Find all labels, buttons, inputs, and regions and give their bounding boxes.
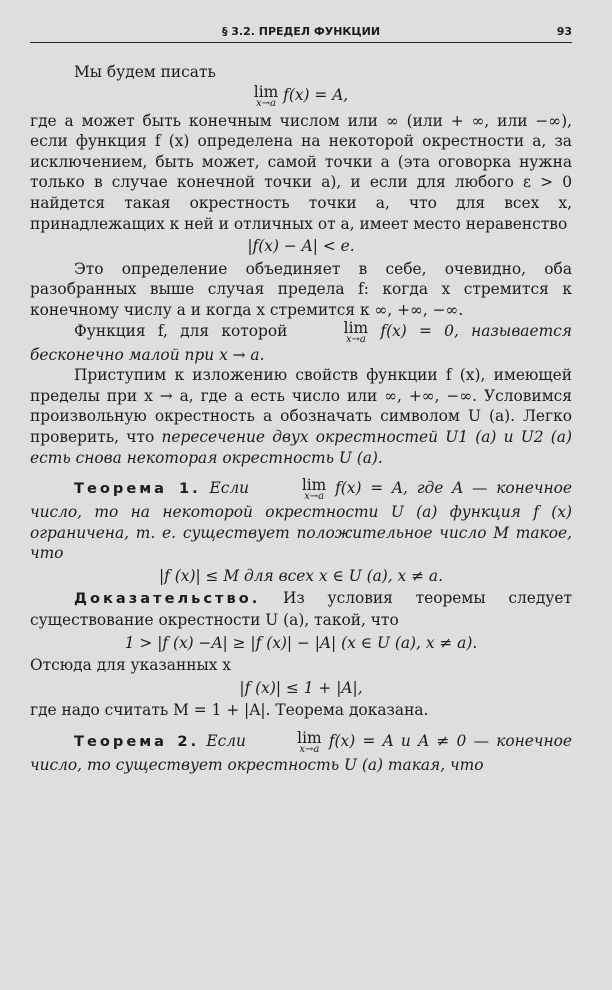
paragraph-intro: Мы будем писать bbox=[74, 63, 216, 81]
theorem-1: Теорема 1. Если lim x→a f(x) = A, где A — конечное число, то на некоторой окрестности U (a) функция f (x) ограничена, т. е. существует положительное число M такое, что bbox=[30, 476, 573, 563]
paragraph-infinitesimal: Функция f, для которой lim x→a f(x) = 0, называется бесконечно малой при x → a. bbox=[30, 318, 572, 364]
page-body bbox=[30, 62, 572, 776]
page-number: 93 bbox=[556, 25, 572, 38]
proof: Доказательство. Из условия теоремы следует существование окрестности U (a), такой, что bbox=[30, 589, 572, 630]
formula-inequality: |f(x) − A| < e. bbox=[247, 237, 355, 256]
running-header bbox=[30, 22, 572, 43]
theorem-2: Теорема 2. Если lim x→a f(x) = A и A ≠ 0 — конечное число, то существует окрестность U (a) такая, что bbox=[30, 729, 572, 775]
paragraph-hence: Отсюда для указанных x bbox=[30, 656, 231, 675]
formula-limit-definition: lim x→a f(x) = A, bbox=[253, 82, 349, 109]
paragraph-definition: где a может быть конечным числом или ∞ (или + ∞, или −∞), если функция f (x) определена на некоторой окрестности a, за исключением, быть может, самой точки a (эта оговорка нужна только в случае конечной точки a), и если для любого ε > 0 найдется такая окрестность точки a, что для всех x, принадлежащих к ней и отличных от a, имеет место неравенство bbox=[30, 111, 572, 233]
limit-operator: lim x→a bbox=[343, 318, 369, 345]
formula-bound: |f (x)| ≤ M для всех x ∈ U (a), x ≠ a. bbox=[159, 566, 443, 585]
formula-bound-result: |f (x)| ≤ 1 + |A|, bbox=[239, 678, 363, 697]
section-title: § 3.2. ПРЕДЕЛ ФУНКЦИИ bbox=[221, 25, 381, 38]
paragraph-properties: Приступим к изложению свойств функции f (x), имеющей пределы при x → a, где a есть число или ∞, +∞, −∞. Условимся произвольную окрестность a обозначать символом U (a). Легко проверить, что пересечение двух окрестностей U1 (a) и U2 (a) есть снова некоторая окрестность U (a). bbox=[30, 366, 572, 467]
paragraph-unify: Это определение объединяет в себе, очевидно, оба разобранных выше случая предела f: когда x стремится к конечному числу a и когда x стремится к ∞, +∞, −∞. bbox=[30, 259, 572, 319]
limit-operator: lim x→a bbox=[301, 476, 327, 503]
paragraph-conclusion: где надо считать M = 1 + |A|. Теорема доказана. bbox=[30, 701, 429, 720]
formula-proof-inequality: 1 > |f (x) −A| ≥ |f (x)| − |A| (x ∈ U (a), x ≠ a). bbox=[124, 633, 478, 652]
limit-operator: lim x→a bbox=[253, 82, 279, 109]
limit-operator: lim x→a bbox=[297, 729, 322, 756]
